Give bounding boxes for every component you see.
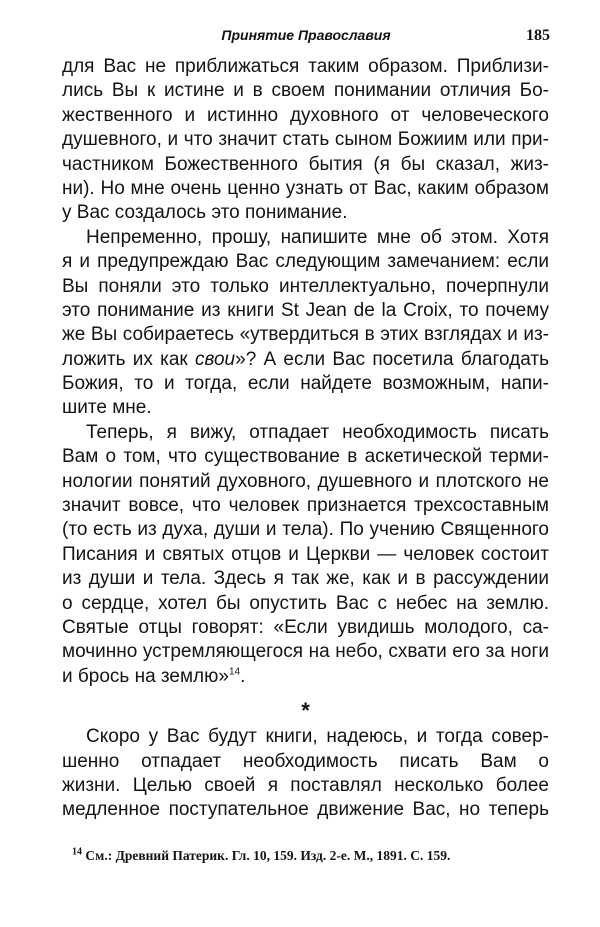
paragraph [62, 421, 549, 689]
text-line: жественного и истинно духовного от человеческого [62, 104, 549, 126]
text-line: душевного, и что значит стать сыном Божиим или при- [62, 129, 549, 151]
text-line: я и предупреждаю Вас следующим замечанием: если [62, 251, 549, 273]
section-break-asterism: * [301, 698, 310, 724]
text-line [62, 665, 549, 689]
footnote-reference: 14 [228, 666, 241, 678]
text-line: из души и тела. Здесь я так же, как и в рассуждении [62, 568, 549, 590]
text-line: у Вас создалось это понимание. [62, 202, 348, 224]
text-line: жизни. Целью своей я поставлял несколько более [62, 774, 549, 796]
text-line: частником Божественного бытия (я бы сказал, жиз- [62, 153, 549, 175]
text-segment: »? А если Вас посетила благодать [235, 348, 549, 370]
text-line: шенно отпадает необходимость писать Вам о [62, 750, 549, 772]
text-line: Теперь, я вижу, отпадает необходимость писать [86, 421, 549, 443]
text-line: (то есть из духа, души и тела). По учению Священного [62, 519, 549, 541]
paragraph [62, 226, 549, 421]
text-line: лись Вы к истине и в своем понимании отличия Бо- [62, 80, 549, 102]
page-number: 185 [526, 27, 550, 44]
text-line: шите мне. [62, 397, 152, 419]
text-line: медленное поступательное движение Вас, но теперь [62, 799, 549, 821]
page-header [62, 27, 550, 49]
footnote-marker: 14 [72, 846, 82, 858]
text-segment: и брось на землю» [62, 665, 229, 687]
running-title: Принятие Православия [221, 27, 391, 43]
text-line: Писания и святых отцов и Церкви — человек состоит [62, 543, 549, 565]
paragraph [62, 725, 549, 823]
text-line: это понимание из книги St Jean de la Croix, то почему [62, 299, 549, 321]
text-line [62, 348, 549, 372]
text-line: мочинно устремляющегося на небо, схвати его за ноги [62, 641, 549, 663]
footnote [72, 848, 450, 864]
text-line: ни). Но мне очень ценно узнать от Вас, каким образом [62, 177, 549, 199]
footnote-text: См.: Древний Патерик. Гл. 10, 159. Изд. 2-е. М., 1891. С. 159. [82, 848, 451, 863]
text-line: Вы поняли это только интеллектуально, почерпнули [62, 275, 549, 297]
text-line: о сердце, хотел бы опустить Вас с небес на землю. [62, 592, 549, 614]
text-line: Божия, то и тогда, если найдете возможным, напи- [62, 373, 549, 395]
text-line: Непременно, прошу, напишите мне об этом. Хотя [86, 226, 549, 248]
text-line: для Вас не приближаться таким образом. Приблизи- [62, 56, 549, 77]
text-line: же Вы собираетесь «утвердиться в этих взглядах и из- [62, 324, 549, 346]
text-line: Скоро у Вас будут книги, надеюсь, и тогда совер- [86, 726, 549, 748]
text-segment: . [240, 665, 246, 687]
paragraph [62, 55, 549, 226]
body-text [62, 55, 549, 823]
text-line: Святые отцы говорят: «Если увидишь молодого, са- [62, 616, 549, 638]
text-line: Вам о том, что существование в аскетической терми- [62, 446, 549, 468]
text-line: нологии понятий духовного, душевного и плотского не [62, 470, 549, 492]
text-line: значит вовсе, что человек признается трехсоставным [62, 495, 549, 517]
italic-emphasis: свои [194, 348, 236, 370]
text-segment: ложить их как [62, 348, 195, 370]
